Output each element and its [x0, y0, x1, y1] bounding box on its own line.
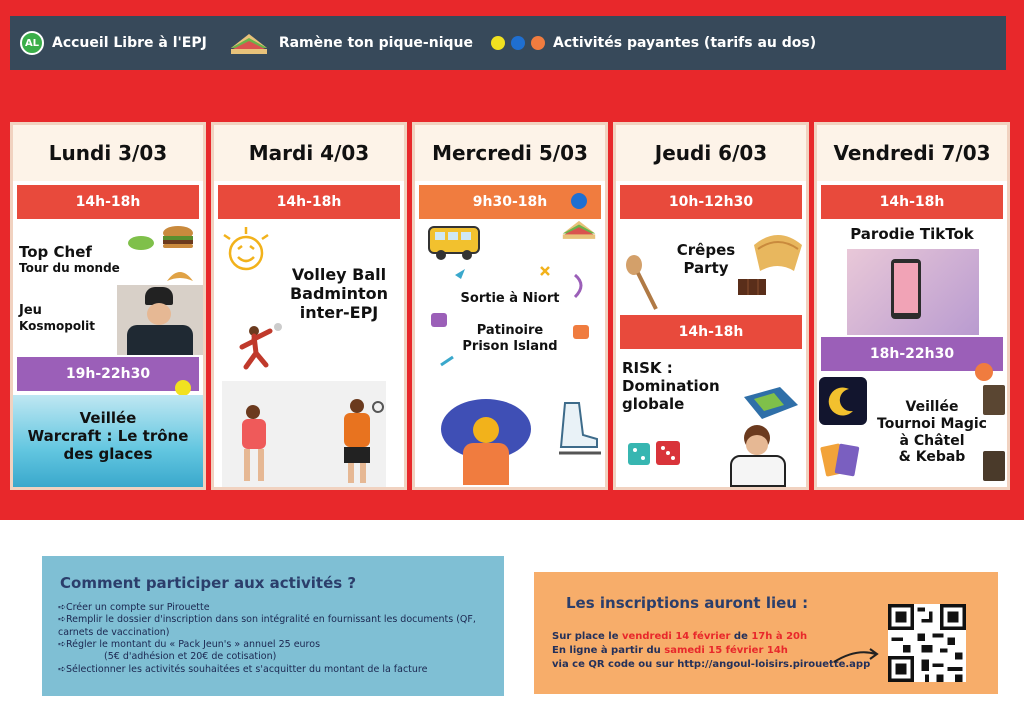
yellow-dot-icon: [175, 380, 191, 396]
registration-online: En ligne à partir du samedi 15 février 14h: [552, 645, 788, 656]
blue-dot-icon: [511, 36, 525, 50]
accueil-libre-badge: AL: [20, 31, 44, 55]
activity-volley-badminton: Volley Ball Badminton inter-EPJ: [289, 265, 389, 323]
whisk-icon: [622, 253, 662, 313]
orange-dot-icon: [975, 363, 993, 381]
time-slot: 14h-18h: [620, 315, 802, 349]
registration-qr-url: via ce QR code ou sur http://angoul-loisirs.pirouette.app: [552, 659, 871, 670]
smiley-sketch-icon: [218, 225, 278, 275]
step-pay-pack: ➪Régler le montant du « Pack Jeun's » annuel 25 euros: [58, 639, 321, 651]
warcraft-line2: Warcraft : Le trône: [27, 427, 189, 445]
tiktok-photo: [847, 249, 979, 335]
day-title: Lundi 3/03: [13, 125, 203, 181]
qr-code[interactable]: [888, 604, 966, 682]
legend-dots: [491, 36, 545, 50]
day-title: Vendredi 7/03: [817, 125, 1007, 181]
strategist-illustration: [716, 425, 802, 487]
yellow-dot-icon: [491, 36, 505, 50]
sandwich-icon: [229, 30, 269, 56]
cards-icon: [819, 439, 863, 483]
card-icon: [981, 449, 1007, 483]
legend-picnic: Ramène ton pique-nique: [278, 35, 473, 51]
step-fill-file: ➪Remplir le dossier d'inscription dans son intégralité en fournissant les documents (QF, carnets de vaccination): [58, 614, 476, 638]
registration-title: Les inscriptions auront lieu :: [566, 594, 809, 612]
volleyball-player-icon: [234, 321, 284, 381]
thinking-person-illustration: [433, 393, 537, 485]
activity-parodie-tiktok: Parodie TikTok: [850, 225, 974, 243]
sandwich-icon: [561, 217, 597, 241]
step-pay-pack-detail: (5€ d'adhésion et 20€ de cotisation): [104, 651, 277, 663]
activity-patinoire: Patinoire Prison Island: [462, 323, 558, 354]
registration-onsite: Sur place le vendredi 14 février de 17h à 20h: [552, 631, 808, 642]
day-card-friday: [814, 122, 1010, 490]
time-slot: 19h-22h30: [17, 357, 199, 391]
doodles-decor: [415, 255, 605, 375]
day-card-wednesday: [412, 122, 608, 490]
step-create-account: ➪Créer un compte sur Pirouette: [58, 602, 210, 613]
risk-board-icon: [740, 385, 800, 425]
participation-steps: [58, 602, 488, 676]
activity-tournoi-magic: Veillée Tournoi Magic à Châtel & Kebab: [877, 399, 987, 466]
chef-photo: [117, 285, 203, 355]
warcraft-line3: des glaces: [63, 445, 153, 463]
participation-info-box: [42, 556, 504, 696]
day-title: Mercredi 5/03: [415, 125, 605, 181]
blue-dot-icon: [571, 193, 587, 209]
legend-paid: Activités payantes (tarifs au dos): [553, 35, 817, 51]
participation-title: Comment participer aux activités ?: [60, 574, 357, 592]
activity-kosmopolit: Jeu Kosmopolit: [19, 303, 96, 333]
time-slot: 10h-12h30: [620, 185, 802, 219]
day-title: Jeudi 6/03: [616, 125, 806, 181]
burger-icon: [161, 225, 195, 249]
orange-dot-icon: [531, 36, 545, 50]
dice-icon: [626, 437, 686, 471]
warcraft-banner: [13, 395, 203, 487]
time-slot: 14h-18h: [821, 185, 1003, 219]
chocolate-icon: [736, 275, 776, 299]
legend-bar: [10, 16, 1006, 70]
crepes-icon: [750, 225, 806, 275]
activity-sortie-niort: Sortie à Niort: [460, 291, 560, 306]
activity-risk: RISK : Domination globale: [622, 359, 720, 413]
time-slot: 14h-18h: [218, 185, 400, 219]
step-select-activities: ➪Sélectionner les activités souhaitées et s'acquitter du montant de la facture: [58, 663, 428, 675]
salad-icon: [127, 233, 155, 251]
ice-skate-icon: [557, 399, 603, 461]
time-slot: 14h-18h: [17, 185, 199, 219]
legend-accueil-libre: Accueil Libre à l'EPJ: [52, 35, 207, 51]
day-title: Mardi 4/03: [214, 125, 404, 181]
time-slot: 9h30-18h: [419, 185, 601, 219]
arrow-icon: [832, 646, 880, 666]
activity-crepes-party: Crêpes Party: [676, 241, 736, 277]
croissant-icon: [165, 263, 195, 285]
day-card-tuesday: [211, 122, 407, 490]
activity-top-chef: Top Chef Tour du monde: [19, 243, 120, 275]
card-icon: [981, 383, 1007, 417]
time-slot: 18h-22h30: [821, 337, 1003, 371]
day-card-thursday: [613, 122, 809, 490]
warcraft-line1: Veillée: [79, 409, 137, 427]
moon-logo-icon: [819, 377, 867, 425]
day-card-monday: [10, 122, 206, 490]
badminton-photo: [222, 381, 386, 487]
